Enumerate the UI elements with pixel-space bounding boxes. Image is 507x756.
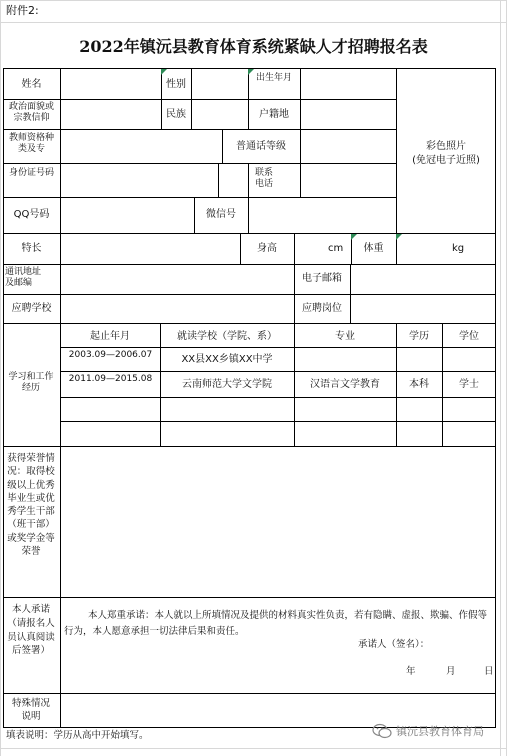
label-gender: 性别	[166, 79, 186, 90]
label-height: 身高	[257, 243, 277, 254]
edu-row-2-period: 2011.09—2015.08	[68, 374, 153, 384]
edu-header-period: 起止年月	[90, 331, 130, 342]
commitment-month: 月	[446, 666, 456, 677]
weight-unit: kg	[452, 243, 465, 254]
page-title: 2022年镇沅县教育体育系统紧缺人才招聘报名表	[79, 37, 428, 56]
label-photo-note: (免冠电子近照)	[412, 155, 480, 166]
watermark	[372, 723, 484, 739]
label-hukou: 户籍地	[259, 109, 289, 120]
label-teacher-cert: 教师资格种类及专	[8, 133, 54, 155]
edu-row-2-major: 汉语言文学教育	[310, 379, 380, 390]
label-birth: 出生年月	[255, 73, 292, 83]
commitment-year: 年	[406, 666, 416, 677]
edu-row-1-period: 2003.09—2006.07	[68, 350, 153, 360]
label-awards: 获得荣誉情况：取得校级以上优秀毕业生或优秀学生干部（班干部）或奖学金等荣誉	[7, 453, 55, 558]
comment-marker	[351, 234, 357, 240]
edu-header-major: 专业	[335, 331, 355, 342]
label-education-section: 学习和工作经历	[8, 372, 54, 394]
label-qq: QQ号码	[13, 209, 50, 220]
commitment-signer: 承诺人（签名）：	[358, 639, 430, 650]
label-school: 应聘学校	[11, 303, 52, 314]
label-specialty: 特长	[21, 243, 42, 254]
label-ethnicity: 民族	[166, 109, 186, 120]
label-photo: 彩色照片	[426, 141, 466, 152]
footer-note: 填表说明：学历从高中开始填写。	[6, 730, 149, 741]
edu-row-2-degree: 学士	[459, 379, 479, 390]
label-name: 姓名	[21, 79, 42, 90]
label-phone: 联系电话	[254, 168, 273, 190]
label-mandarin-level: 普通话等级	[236, 141, 286, 152]
height-unit: cm	[328, 243, 344, 254]
label-politics: 政治面貌或宗教信仰	[8, 102, 54, 124]
commitment-day: 日	[484, 666, 494, 677]
comment-marker	[161, 69, 167, 75]
attachment-label: 附件2:	[6, 4, 39, 17]
wechat-logo-icon	[372, 723, 392, 739]
edu-row-1-school: XX县XX乡镇XX中学	[181, 354, 273, 365]
edu-row-2-degree-level: 本科	[409, 379, 429, 390]
label-position: 应聘岗位	[302, 303, 342, 314]
edu-header-school: 就读学校（学院、系）	[177, 331, 277, 342]
label-id-number: 身份证号码	[8, 168, 54, 178]
label-email: 电子邮箱	[302, 273, 342, 284]
label-weight: 体重	[363, 243, 384, 254]
label-special: 特殊情况说明	[11, 698, 50, 723]
edu-header-degree: 学位	[459, 331, 479, 342]
label-address: 通讯地址及邮编	[5, 267, 42, 289]
label-commitment: 本人承诺（请报名人员认真阅读后签署）	[7, 604, 55, 657]
commitment-text: 本人郑重承诺：本人就以上所填情况及提供的材料真实性负责，若有隐瞒、虚报、欺骗、作假等行为，本人愿意承担一切法律后果和责任。	[64, 610, 488, 637]
label-wechat: 微信号	[206, 209, 236, 220]
edu-header-degree-level: 学历	[409, 331, 429, 342]
comment-marker	[396, 234, 402, 240]
edu-row-2-school: 云南师范大学文学院	[182, 379, 272, 390]
watermark-text: 镇沅县教育体育局	[396, 725, 484, 738]
